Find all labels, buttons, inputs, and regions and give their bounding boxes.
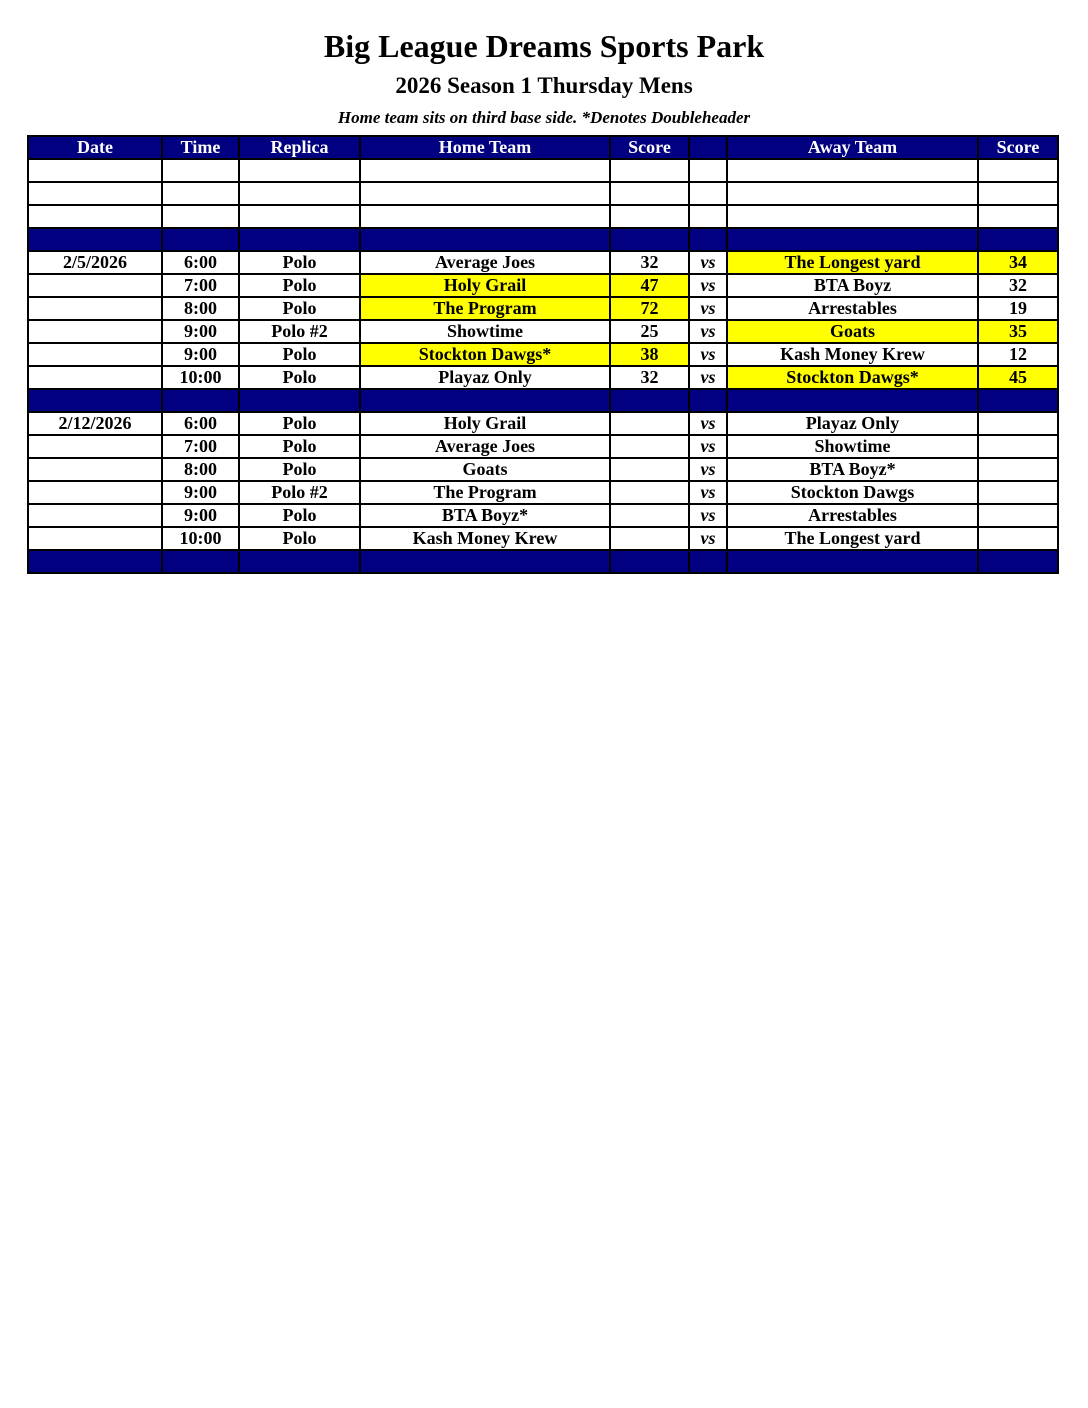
date-cell: 2/5/2026	[28, 251, 162, 274]
time-cell: 6:00	[162, 412, 239, 435]
vs-cell: vs	[689, 412, 727, 435]
blank-cell	[610, 159, 689, 182]
time-cell: 7:00	[162, 274, 239, 297]
vs-cell: vs	[689, 366, 727, 389]
blank-row	[28, 159, 1058, 182]
separator-cell	[610, 550, 689, 573]
separator-cell	[610, 389, 689, 412]
home-score-cell: 32	[610, 366, 689, 389]
replica-cell: Polo #2	[239, 481, 360, 504]
separator-cell	[162, 228, 239, 251]
date-cell	[28, 504, 162, 527]
game-row	[28, 320, 1058, 343]
vs-cell: vs	[689, 527, 727, 550]
away-score-cell	[978, 435, 1058, 458]
blank-cell	[727, 159, 978, 182]
home-team-cell: Stockton Dawgs*	[360, 343, 610, 366]
away-team-cell: The Longest yard	[727, 527, 978, 550]
blank-cell	[28, 182, 162, 205]
away-team-cell: The Longest yard	[727, 251, 978, 274]
blank-cell	[360, 205, 610, 228]
separator-row	[28, 228, 1058, 251]
game-row	[28, 297, 1058, 320]
separator-cell	[28, 389, 162, 412]
time-cell: 9:00	[162, 504, 239, 527]
vs-cell: vs	[689, 343, 727, 366]
home-score-cell: 38	[610, 343, 689, 366]
column-header-away-score: Score	[978, 136, 1058, 159]
game-row	[28, 435, 1058, 458]
separator-cell	[239, 228, 360, 251]
time-cell: 7:00	[162, 435, 239, 458]
blank-cell	[239, 205, 360, 228]
separator-cell	[162, 389, 239, 412]
home-team-cell: The Program	[360, 297, 610, 320]
game-row	[28, 251, 1058, 274]
column-header-replica: Replica	[239, 136, 360, 159]
time-cell: 9:00	[162, 481, 239, 504]
home-score-cell: 32	[610, 251, 689, 274]
away-team-cell: BTA Boyz	[727, 274, 978, 297]
home-team-cell: Average Joes	[360, 251, 610, 274]
blank-cell	[689, 205, 727, 228]
separator-cell	[727, 550, 978, 573]
separator-cell	[162, 550, 239, 573]
game-row	[28, 366, 1058, 389]
home-score-cell	[610, 527, 689, 550]
date-cell	[28, 481, 162, 504]
away-team-cell: Arrestables	[727, 504, 978, 527]
column-header-away-team: Away Team	[727, 136, 978, 159]
blank-cell	[978, 159, 1058, 182]
separator-cell	[28, 228, 162, 251]
separator-cell	[360, 228, 610, 251]
replica-cell: Polo	[239, 366, 360, 389]
away-score-cell: 12	[978, 343, 1058, 366]
date-cell	[28, 366, 162, 389]
away-score-cell	[978, 412, 1058, 435]
date-cell	[28, 527, 162, 550]
away-score-cell: 34	[978, 251, 1058, 274]
vs-cell: vs	[689, 297, 727, 320]
away-score-cell	[978, 504, 1058, 527]
separator-cell	[978, 550, 1058, 573]
game-row	[28, 527, 1058, 550]
separator-cell	[360, 550, 610, 573]
away-team-cell: Kash Money Krew	[727, 343, 978, 366]
blank-cell	[360, 159, 610, 182]
separator-cell	[727, 389, 978, 412]
date-cell	[28, 320, 162, 343]
vs-cell: vs	[689, 274, 727, 297]
time-cell: 10:00	[162, 527, 239, 550]
vs-cell: vs	[689, 251, 727, 274]
game-row	[28, 412, 1058, 435]
blank-cell	[727, 205, 978, 228]
home-score-cell: 72	[610, 297, 689, 320]
blank-cell	[689, 159, 727, 182]
home-team-cell: Holy Grail	[360, 274, 610, 297]
blank-cell	[360, 182, 610, 205]
time-cell: 9:00	[162, 343, 239, 366]
home-team-cell: Kash Money Krew	[360, 527, 610, 550]
game-row	[28, 504, 1058, 527]
home-team-cell: The Program	[360, 481, 610, 504]
separator-cell	[360, 389, 610, 412]
time-cell: 10:00	[162, 366, 239, 389]
away-team-cell: Arrestables	[727, 297, 978, 320]
away-team-cell: Goats	[727, 320, 978, 343]
game-row	[28, 343, 1058, 366]
date-cell	[28, 343, 162, 366]
column-header-vs	[689, 136, 727, 159]
column-header-home-team: Home Team	[360, 136, 610, 159]
blank-cell	[162, 159, 239, 182]
separator-cell	[727, 228, 978, 251]
away-score-cell: 45	[978, 366, 1058, 389]
blank-cell	[239, 182, 360, 205]
game-row	[28, 458, 1058, 481]
away-score-cell: 19	[978, 297, 1058, 320]
blank-row	[28, 205, 1058, 228]
separator-cell	[689, 550, 727, 573]
separator-row	[28, 550, 1058, 573]
home-team-cell: Playaz Only	[360, 366, 610, 389]
blank-cell	[28, 159, 162, 182]
vs-cell: vs	[689, 504, 727, 527]
replica-cell: Polo	[239, 527, 360, 550]
blank-cell	[239, 159, 360, 182]
home-score-cell	[610, 435, 689, 458]
away-team-cell: BTA Boyz*	[727, 458, 978, 481]
replica-cell: Polo #2	[239, 320, 360, 343]
away-score-cell	[978, 458, 1058, 481]
blank-cell	[978, 182, 1058, 205]
page-subtitle: 2026 Season 1 Thursday Mens	[395, 73, 693, 98]
page-title: Big League Dreams Sports Park	[323, 28, 765, 64]
replica-cell: Polo	[239, 343, 360, 366]
separator-cell	[978, 389, 1058, 412]
replica-cell: Polo	[239, 458, 360, 481]
replica-cell: Polo	[239, 274, 360, 297]
blank-cell	[28, 205, 162, 228]
away-team-cell: Stockton Dawgs	[727, 481, 978, 504]
separator-cell	[689, 389, 727, 412]
away-score-cell	[978, 481, 1058, 504]
blank-cell	[162, 205, 239, 228]
blank-cell	[978, 205, 1058, 228]
column-header-home-score: Score	[610, 136, 689, 159]
time-cell: 8:00	[162, 297, 239, 320]
home-team-cell: Holy Grail	[360, 412, 610, 435]
replica-cell: Polo	[239, 412, 360, 435]
home-team-cell: Average Joes	[360, 435, 610, 458]
schedule-table	[27, 135, 1059, 574]
home-score-cell	[610, 412, 689, 435]
separator-cell	[239, 389, 360, 412]
replica-cell: Polo	[239, 251, 360, 274]
table-header-row	[28, 136, 1058, 159]
home-team-cell: Goats	[360, 458, 610, 481]
schedule-body	[28, 159, 1058, 573]
home-score-cell	[610, 458, 689, 481]
blank-cell	[610, 205, 689, 228]
home-score-cell	[610, 481, 689, 504]
home-score-cell: 47	[610, 274, 689, 297]
schedule-note: Home team sits on third base side. *Denotes Doubleheader	[337, 108, 751, 127]
home-team-cell: Showtime	[360, 320, 610, 343]
blank-cell	[162, 182, 239, 205]
date-cell	[28, 435, 162, 458]
replica-cell: Polo	[239, 504, 360, 527]
date-cell	[28, 297, 162, 320]
date-cell: 2/12/2026	[28, 412, 162, 435]
column-header-time: Time	[162, 136, 239, 159]
away-score-cell	[978, 527, 1058, 550]
date-cell	[28, 274, 162, 297]
replica-cell: Polo	[239, 435, 360, 458]
away-score-cell: 32	[978, 274, 1058, 297]
time-cell: 8:00	[162, 458, 239, 481]
away-team-cell: Playaz Only	[727, 412, 978, 435]
vs-cell: vs	[689, 458, 727, 481]
blank-cell	[610, 182, 689, 205]
home-team-cell: BTA Boyz*	[360, 504, 610, 527]
column-header-date: Date	[28, 136, 162, 159]
separator-row	[28, 389, 1058, 412]
blank-cell	[727, 182, 978, 205]
home-score-cell	[610, 504, 689, 527]
game-row	[28, 481, 1058, 504]
separator-cell	[610, 228, 689, 251]
separator-cell	[689, 228, 727, 251]
blank-row	[28, 182, 1058, 205]
vs-cell: vs	[689, 481, 727, 504]
replica-cell: Polo	[239, 297, 360, 320]
time-cell: 9:00	[162, 320, 239, 343]
date-cell	[28, 458, 162, 481]
away-team-cell: Stockton Dawgs*	[727, 366, 978, 389]
blank-cell	[689, 182, 727, 205]
time-cell: 6:00	[162, 251, 239, 274]
separator-cell	[28, 550, 162, 573]
game-row	[28, 274, 1058, 297]
separator-cell	[239, 550, 360, 573]
vs-cell: vs	[689, 320, 727, 343]
away-team-cell: Showtime	[727, 435, 978, 458]
away-score-cell: 35	[978, 320, 1058, 343]
separator-cell	[978, 228, 1058, 251]
home-score-cell: 25	[610, 320, 689, 343]
vs-cell: vs	[689, 435, 727, 458]
